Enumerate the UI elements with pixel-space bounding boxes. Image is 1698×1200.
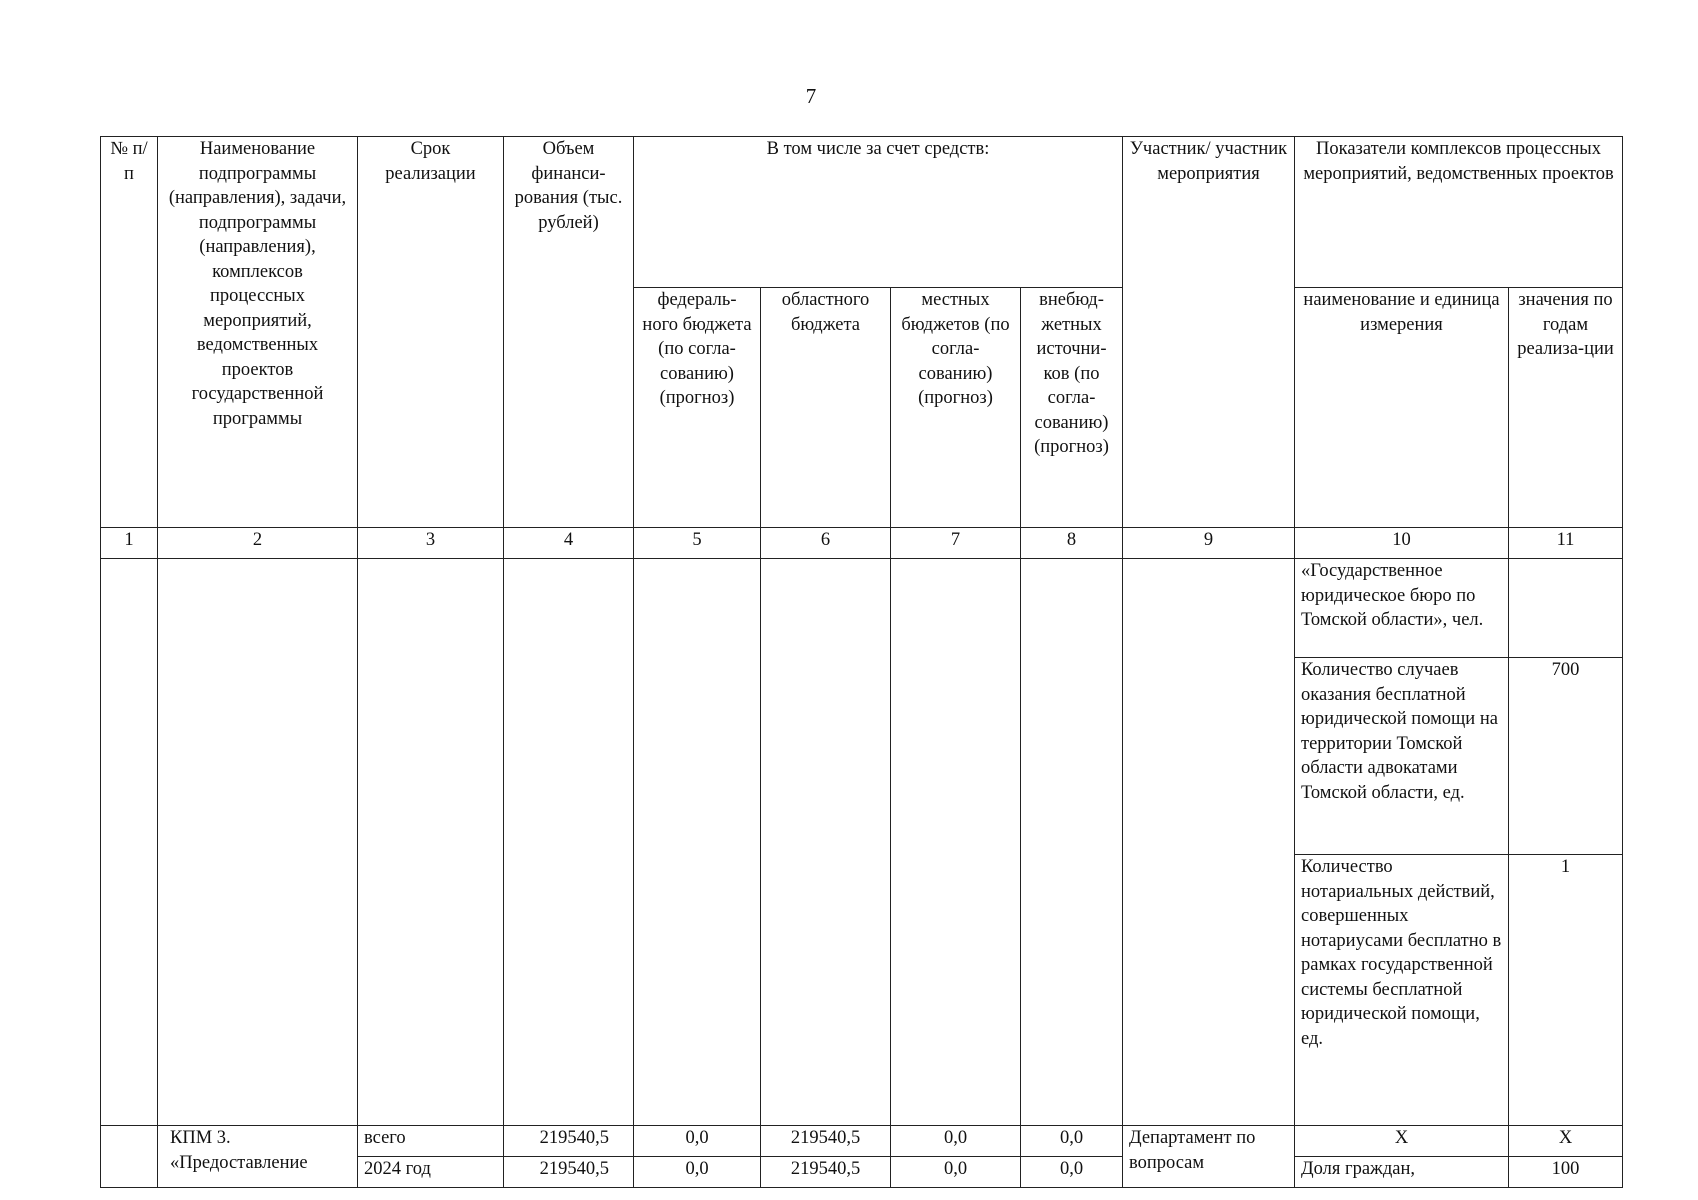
indicator-name: Количество нотариальных действий, совершенных нотариусами бесплатно в рамках государственной системы бесплатной юридической помощи, ед.: [1295, 855, 1509, 1126]
header-name: Наименование подпрограммы (направления), задачи, подпрограммы (направления), комплексов процессных мероприятий, ведомственных проектов государственной программы: [158, 137, 358, 528]
column-number: 5: [634, 528, 761, 559]
kpm-period: 2024 год: [358, 1157, 504, 1188]
empty-cell: [504, 559, 634, 1126]
column-numbers-row: [101, 528, 1623, 559]
column-number: 10: [1295, 528, 1509, 559]
kpm-participant: Департамент по вопросам: [1123, 1126, 1295, 1188]
column-number: 6: [761, 528, 891, 559]
empty-cell: [158, 559, 358, 1126]
kpm-local: 0,0: [891, 1126, 1021, 1157]
header-indicators-group: Показатели комплексов процессных мероприятий, ведомственных проектов: [1295, 137, 1623, 288]
empty-cell: [1021, 559, 1123, 1126]
column-number: 11: [1509, 528, 1623, 559]
indicator-name: Количество случаев оказания бесплатной юридической помощи на территории Томской области адвокатами Томской области, ед.: [1295, 658, 1509, 855]
column-number: 3: [358, 528, 504, 559]
header-local: местных бюджетов (по согла-сованию) (прогноз): [891, 288, 1021, 528]
empty-cell: [634, 559, 761, 1126]
header-regional: областного бюджета: [761, 288, 891, 528]
kpm-extra: 0,0: [1021, 1157, 1123, 1188]
column-number: 4: [504, 528, 634, 559]
column-number: 9: [1123, 528, 1295, 559]
indicator-value: 700: [1509, 658, 1623, 855]
empty-cell: [891, 559, 1021, 1126]
header-total: Объем финанси-рования (тыс. рублей): [504, 137, 634, 528]
indicator-value: 1: [1509, 855, 1623, 1126]
indicator-name: «Государственное юридическое бюро по Томской области», чел.: [1295, 559, 1509, 658]
kpm-federal: 0,0: [634, 1157, 761, 1188]
kpm-total: 219540,5: [504, 1126, 634, 1157]
kpm-value: 100: [1509, 1157, 1623, 1188]
column-number: 1: [101, 528, 158, 559]
kpm-local: 0,0: [891, 1157, 1021, 1188]
program-table: [100, 136, 1623, 1188]
kpm-extra: 0,0: [1021, 1126, 1123, 1157]
kpm-indicator: Доля граждан,: [1295, 1157, 1509, 1188]
page-number: 7: [805, 84, 817, 108]
kpm-total: 219540,5: [504, 1157, 634, 1188]
header-indicator-values: значения по годам реализа-ции: [1509, 288, 1623, 528]
header-indicator-name: наименование и единица измерения: [1295, 288, 1509, 528]
kpm-value: Х: [1509, 1126, 1623, 1157]
header-period: Срок реализации: [358, 137, 504, 528]
kpm-regional: 219540,5: [761, 1126, 891, 1157]
empty-cell: [101, 1126, 158, 1188]
table-row: [101, 1126, 1623, 1157]
header-funds-group: В том числе за счет средств:: [634, 137, 1123, 288]
header-number: № п/п: [101, 137, 158, 528]
kpm-federal: 0,0: [634, 1126, 761, 1157]
empty-cell: [101, 559, 158, 1126]
indicator-value: [1509, 559, 1623, 658]
empty-cell: [358, 559, 504, 1126]
kpm-name: КПМ 3. «Предоставление: [158, 1126, 358, 1188]
kpm-period: всего: [358, 1126, 504, 1157]
empty-cell: [1123, 559, 1295, 1126]
column-number: 7: [891, 528, 1021, 559]
header-extrabudget: внебюд-жетных источни-ков (по согла-сованию) (прогноз): [1021, 288, 1123, 528]
header-federal: федераль-ного бюджета (по согла-сованию) (прогноз): [634, 288, 761, 528]
column-number: 2: [158, 528, 358, 559]
table-row: [101, 559, 1623, 658]
empty-cell: [761, 559, 891, 1126]
kpm-indicator: Х: [1295, 1126, 1509, 1157]
kpm-regional: 219540,5: [761, 1157, 891, 1188]
header-participant: Участник/ участник мероприятия: [1123, 137, 1295, 528]
column-number: 8: [1021, 528, 1123, 559]
